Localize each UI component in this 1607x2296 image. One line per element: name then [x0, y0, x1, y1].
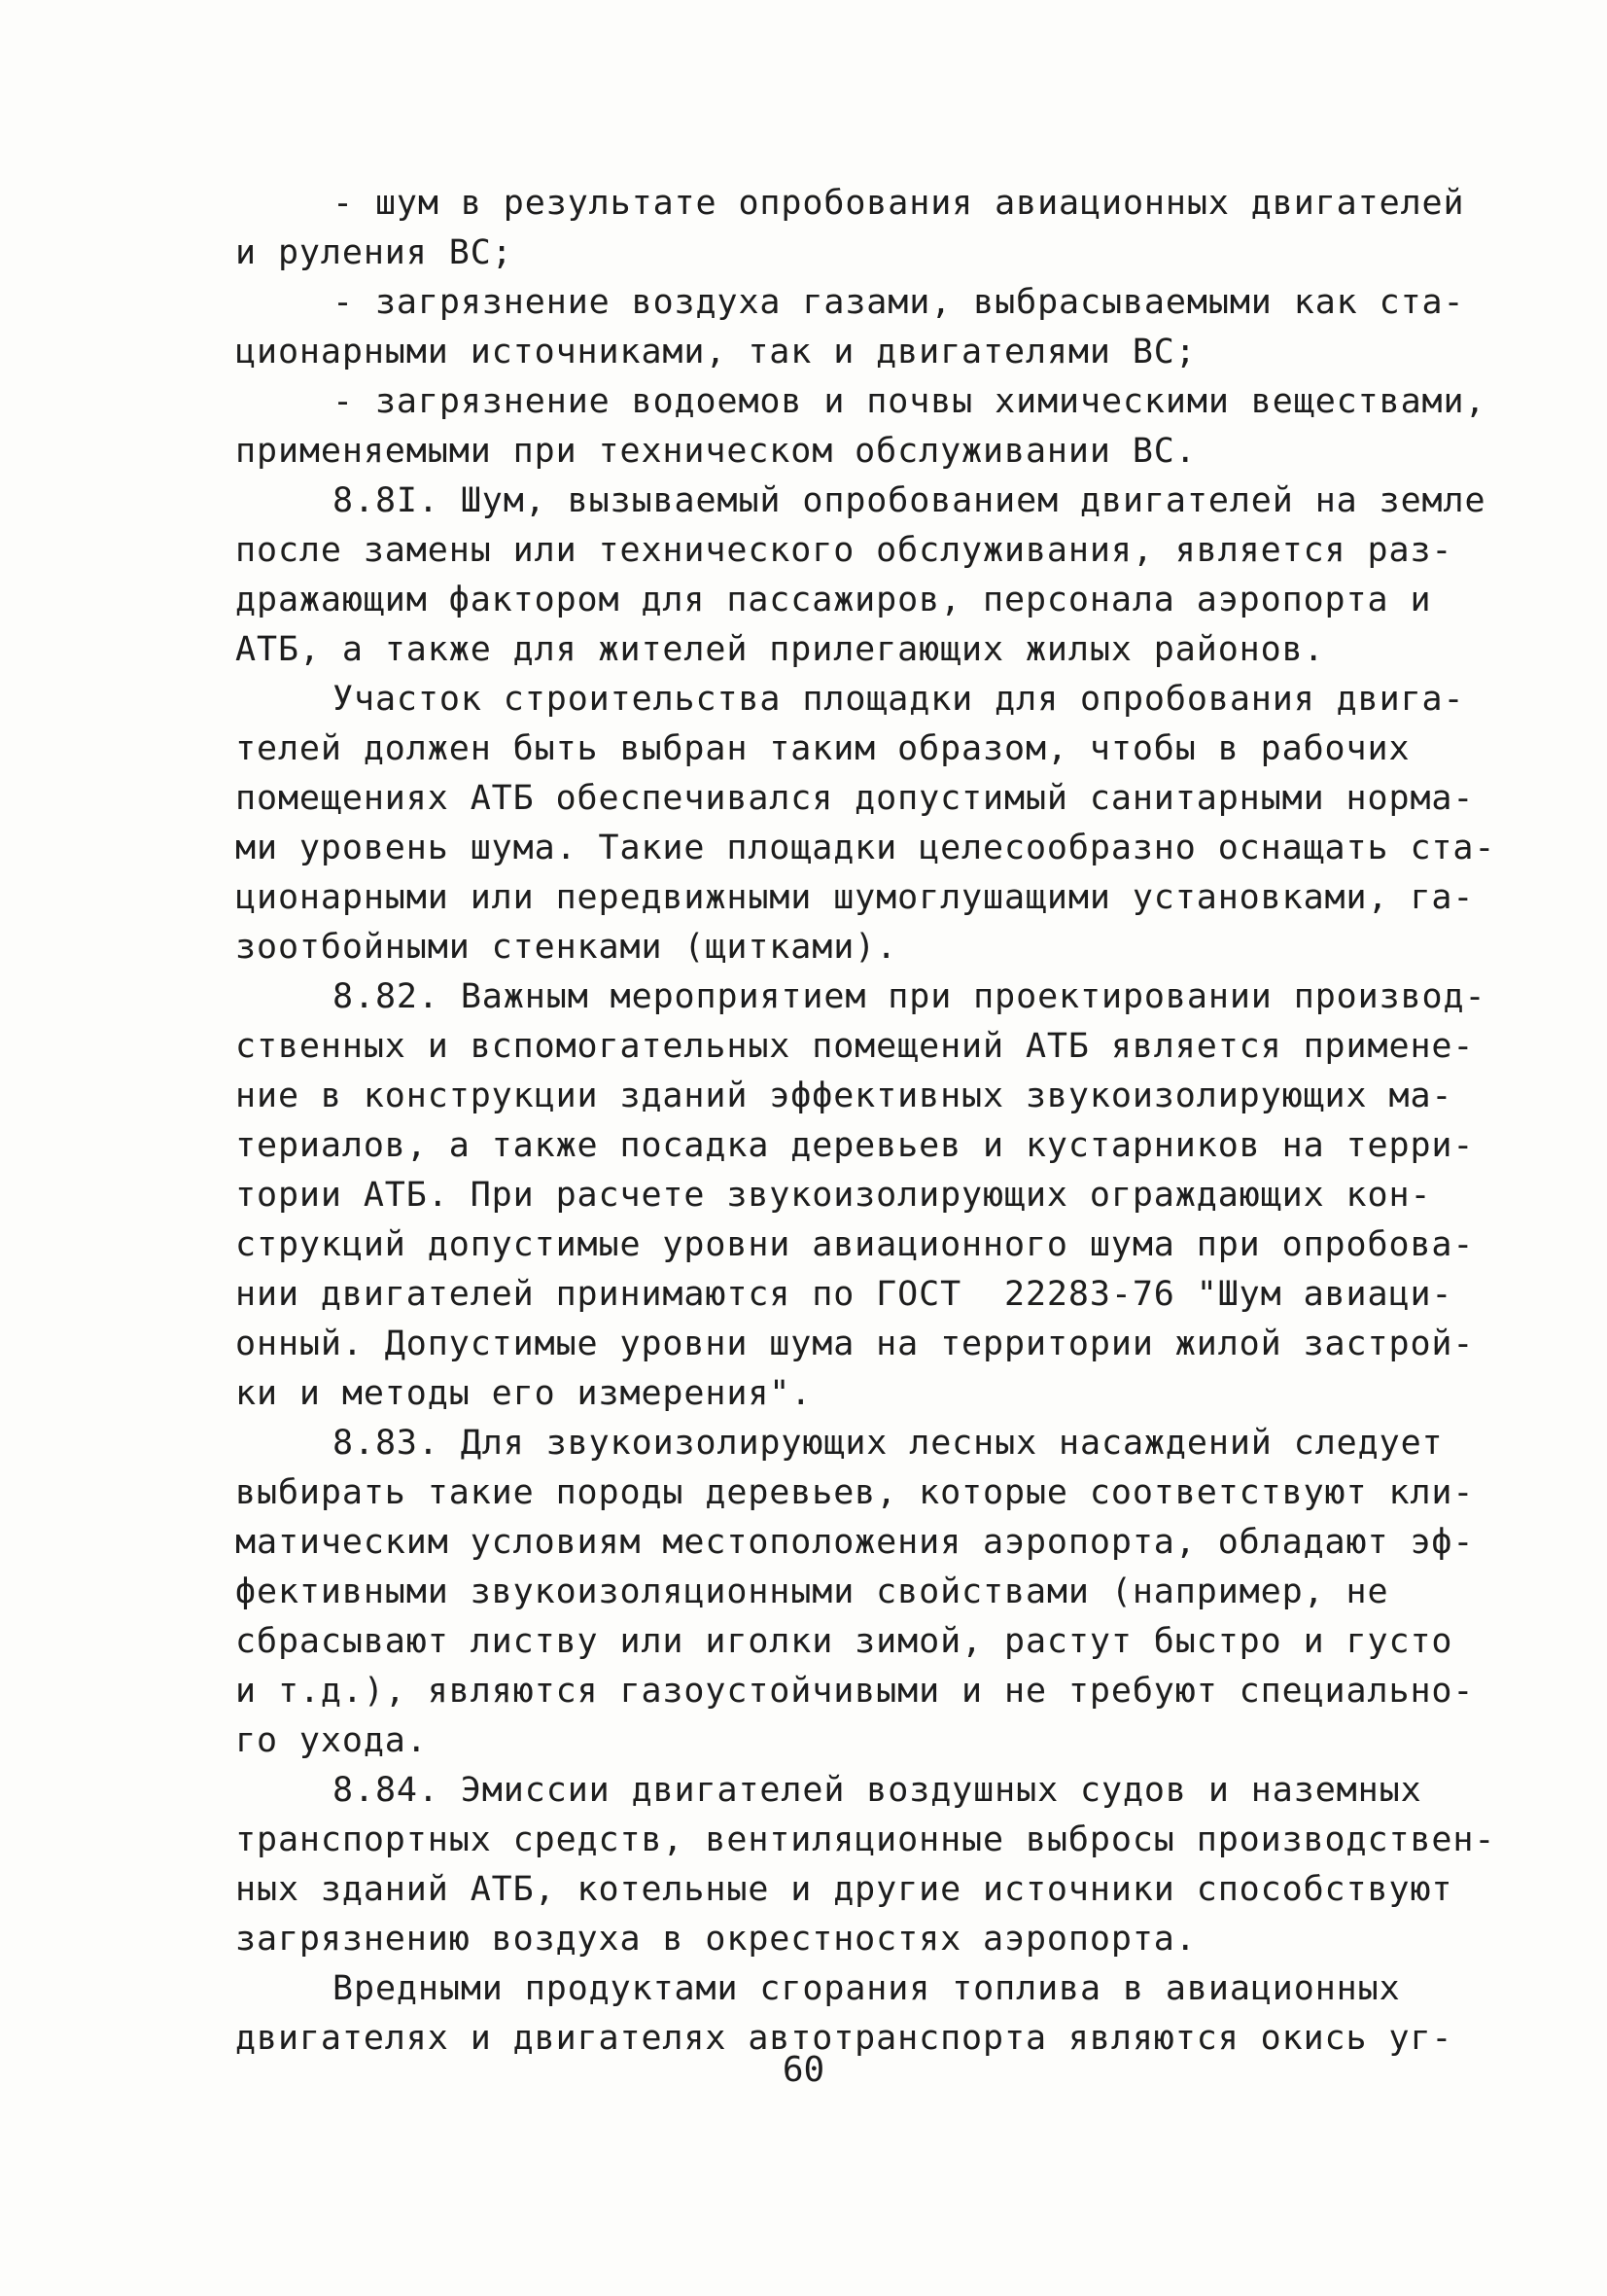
text-line: нии двигателей принимаются по ГОСТ 22283-76 "Шум авиаци- — [235, 1275, 1453, 1314]
text-line: ственных и вспомогательных помещений АТБ является примене- — [235, 1027, 1475, 1066]
body-text — [235, 179, 1496, 2064]
text-line: Участок строительства площадки для опробования двига- — [332, 680, 1465, 719]
page-number: 60 — [782, 2050, 825, 2090]
text-line: ных зданий АТБ, котельные и другие источники способствуют — [235, 1870, 1453, 1909]
text-line: телей должен быть выбран таким образом, чтобы в рабочих — [235, 729, 1411, 768]
paragraph-8-82-start: 8.82. Важным мероприятием при проектировании производ- — [332, 977, 1486, 1016]
text-line: онный. Допустимые уровни шума на территории жилой застрой- — [235, 1325, 1475, 1363]
text-line: ки и методы его измерения". — [235, 1374, 813, 1413]
paragraph-8-83-start: 8.83. Для звукоизолирующих лесных насаждений следует — [332, 1424, 1444, 1463]
text-line: дражающим фактором для пассажиров, персонала аэропорта и — [235, 581, 1432, 619]
text-line: ционарными источниками, так и двигателями ВС; — [235, 333, 1197, 371]
text-line: и руления ВС; — [235, 233, 513, 272]
text-line: ние в конструкции зданий эффективных звукоизолирующих ма- — [235, 1077, 1453, 1115]
text-line: струкций допустимые уровни авиационного шума при опробова- — [235, 1225, 1475, 1264]
text-line: сбрасывают листву или иголки зимой, растут быстро и густо — [235, 1622, 1453, 1661]
text-line: матическим условиям местоположения аэропорта, обладают эф- — [235, 1523, 1475, 1562]
paragraph-8-81-start: 8.8I. Шум, вызываемый опробованием двигателей на земле — [332, 481, 1486, 520]
text-line: зоотбойными стенками (щитками). — [235, 928, 898, 967]
text-line: Вредными продуктами сгорания топлива в авиационных — [332, 1969, 1401, 2008]
text-line: применяемыми при техническом обслуживании ВС. — [235, 432, 1197, 471]
text-line: транспортных средств, вентиляционные выбросы производствен- — [235, 1820, 1496, 1859]
text-line: го ухода. — [235, 1721, 428, 1760]
text-line: ционарными или передвижными шумоглушащими установками, га- — [235, 878, 1475, 917]
text-line: - загрязнение водоемов и почвы химическими веществами, — [332, 382, 1486, 421]
text-line: ми уровень шума. Такие площадки целесообразно оснащать ста- — [235, 829, 1496, 867]
text-line: помещениях АТБ обеспечивался допустимый санитарными норма- — [235, 779, 1475, 818]
text-line: териалов, а также посадка деревьев и кустарников на терри- — [235, 1126, 1475, 1165]
text-line: выбирать такие породы деревьев, которые соответствуют кли- — [235, 1473, 1475, 1512]
text-line: двигателях и двигателях автотранспорта являются окись уг- — [235, 2019, 1453, 2058]
text-line: загрязнению воздуха в окрестностях аэропорта. — [235, 1920, 1197, 1959]
text-line: тории АТБ. При расчете звукоизолирующих ограждающих кон- — [235, 1176, 1432, 1215]
text-line: после замены или технического обслуживания, является раз- — [235, 531, 1453, 570]
text-line: фективными звукоизоляционными свойствами (например, не — [235, 1572, 1389, 1611]
text-line: АТБ, а также для жителей прилегающих жилых районов. — [235, 630, 1325, 669]
text-line: и т.д.), являются газоустойчивыми и не требуют специально- — [235, 1672, 1475, 1711]
text-line: - шум в результате опробования авиационных двигателей — [332, 184, 1465, 223]
paragraph-8-84-start: 8.84. Эмиссии двигателей воздушных судов и наземных — [332, 1771, 1422, 1810]
text-line: - загрязнение воздуха газами, выбрасываемыми как ста- — [332, 283, 1465, 322]
